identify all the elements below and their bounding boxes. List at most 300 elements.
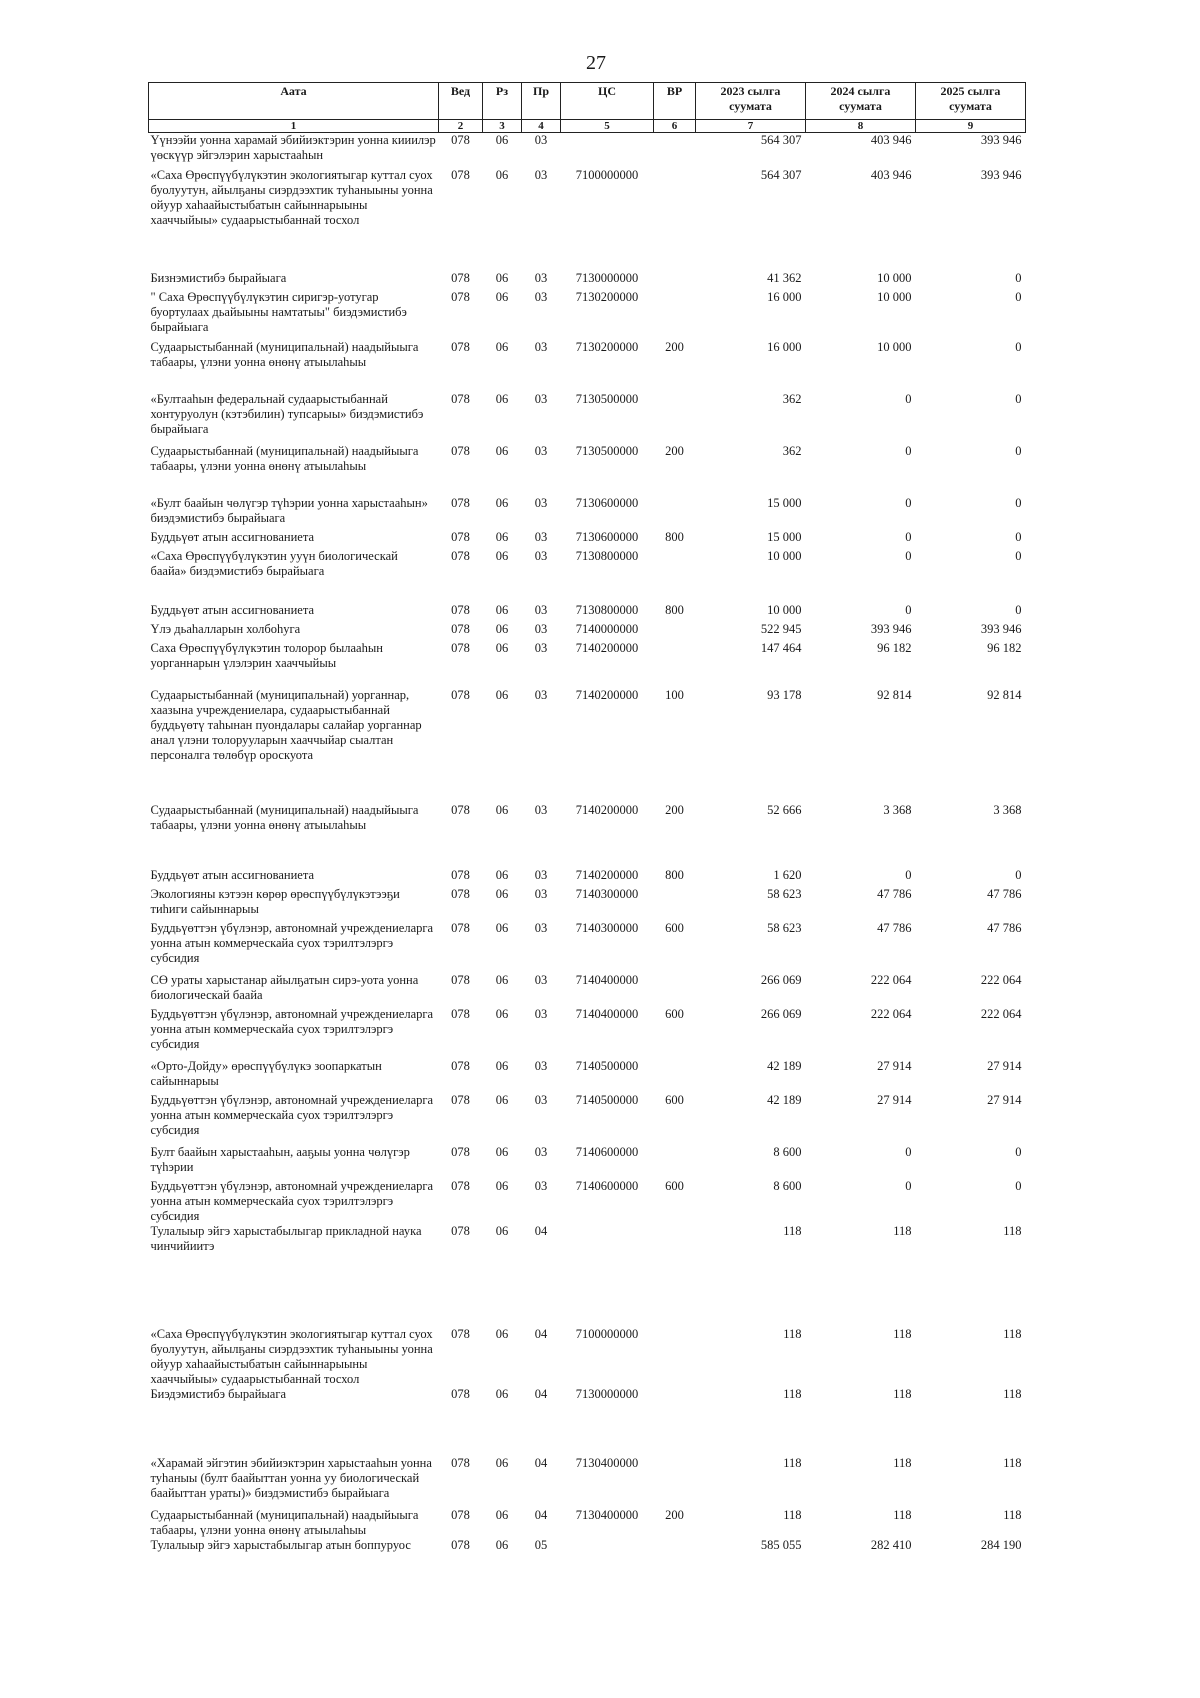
table-row <box>149 549 1026 603</box>
cell-ved: 078 <box>451 867 470 882</box>
cell-y2023: 52 666 <box>767 802 802 817</box>
cell-pr: 03 <box>534 1178 548 1193</box>
cell-pr: 03 <box>534 391 548 406</box>
cell-y2023: 118 <box>783 1455 802 1470</box>
cell-cs: 7130800000 <box>575 602 639 617</box>
column-header-name: Аата <box>149 83 439 120</box>
cell-name: Судаарыстыбаннай (муниципальнай) наадыйыыга табаары, үлэни уонна өнөнү атыылаһыы <box>150 339 419 369</box>
cell-pr: 03 <box>534 529 548 544</box>
cell-pr: 03 <box>534 621 548 636</box>
cell-rz: 06 <box>495 339 509 354</box>
cell-name: Судаарыстыбаннай (муниципальнай) уорганнар, хаазына учреждениелара, судаарыстыбаннай буддьүөтү таһынан пуондалары салайар уорганнар анал үлэни толорууларын хааччыйар сыалтан персоналга төлөбүр ороскуота <box>150 687 422 762</box>
cell-vr <box>654 496 696 530</box>
cell-cs: 7140200000 <box>575 687 639 702</box>
cell-pr: 03 <box>534 1144 548 1159</box>
table-row <box>149 133 1026 168</box>
table-row <box>149 1059 1026 1093</box>
cell-cs: 7130500000 <box>575 443 639 458</box>
cell-name: СӨ ураты харыстанар айылҕатын сирэ-уота уонна биологическай баайа <box>150 972 419 1002</box>
cell-vr <box>654 1456 696 1508</box>
cell-pr: 03 <box>534 289 548 304</box>
table-row <box>149 688 1026 803</box>
cell-vr: 800 <box>665 867 684 882</box>
cell-ved: 078 <box>451 548 470 563</box>
cell-y2025: 0 <box>1015 1144 1022 1159</box>
cell-y2023: 16 000 <box>767 289 802 304</box>
cell-ved: 078 <box>451 972 470 987</box>
cell-vr: 600 <box>665 920 684 935</box>
cell-y2024: 403 946 <box>870 167 912 182</box>
cell-vr <box>654 973 696 1007</box>
cell-pr: 04 <box>534 1326 548 1341</box>
cell-y2025: 92 814 <box>987 687 1022 702</box>
table-row <box>149 168 1026 271</box>
cell-rz: 06 <box>495 495 509 510</box>
cell-vr: 800 <box>665 602 684 617</box>
cell-y2023: 362 <box>782 391 802 406</box>
cell-y2024: 3 368 <box>883 802 912 817</box>
table-row <box>149 803 1026 868</box>
table-row <box>149 1145 1026 1179</box>
cell-rz: 06 <box>495 548 509 563</box>
cell-y2023: 8 600 <box>773 1178 802 1193</box>
cell-vr <box>654 168 696 271</box>
cell-y2024: 0 <box>905 867 912 882</box>
table-row <box>149 622 1026 641</box>
cell-y2024: 118 <box>893 1386 912 1401</box>
cell-pr: 03 <box>534 972 548 987</box>
cell-cs <box>561 1538 654 1558</box>
cell-y2024: 0 <box>905 391 912 406</box>
cell-vr: 200 <box>665 802 684 817</box>
cell-y2025: 222 064 <box>980 1006 1022 1021</box>
cell-rz: 06 <box>495 972 509 987</box>
cell-y2025: 284 190 <box>980 1537 1022 1552</box>
cell-cs <box>561 1224 654 1327</box>
cell-name: Тулалыыр эйгэ харыстабылыгар прикладной наука чинчийиитэ <box>150 1223 422 1253</box>
cell-cs: 7140500000 <box>575 1092 639 1107</box>
cell-name: «Бултааһын федеральнай судаарыстыбаннай хонтуруолун (кэтэбилин) тупсарыы» биэдэмистибэ бырайыага <box>150 391 424 436</box>
cell-cs: 7130000000 <box>575 1386 639 1401</box>
table-row <box>149 603 1026 622</box>
column-number-row <box>149 120 1026 133</box>
cell-y2024: 92 814 <box>877 687 912 702</box>
cell-rz: 06 <box>495 1537 509 1552</box>
cell-rz: 06 <box>495 167 509 182</box>
cell-y2024: 47 786 <box>877 920 912 935</box>
cell-vr <box>654 641 696 688</box>
cell-cs: 7140600000 <box>575 1178 639 1193</box>
cell-name: " Саха Өрөспүүбүлүкэтин сиригэр-уотугар буортулаах дьайыыны намтатыы" биэдэмистибэ бырайыага <box>150 289 407 334</box>
cell-pr: 04 <box>534 1507 548 1522</box>
cell-name: Үлэ дьаһалларын холбоһуга <box>150 621 301 636</box>
cell-cs: 7140400000 <box>575 972 639 987</box>
cell-y2025: 0 <box>1015 391 1022 406</box>
column-number-vr: 6 <box>654 120 696 133</box>
table-row <box>149 921 1026 973</box>
cell-pr: 03 <box>534 867 548 882</box>
cell-ved: 078 <box>451 1092 470 1107</box>
cell-y2024: 0 <box>905 443 912 458</box>
cell-ved: 078 <box>451 602 470 617</box>
table-row <box>149 1456 1026 1508</box>
table-row <box>149 271 1026 290</box>
cell-pr: 03 <box>534 548 548 563</box>
cell-cs: 7130600000 <box>575 495 639 510</box>
table-row <box>149 530 1026 549</box>
cell-y2023: 42 189 <box>767 1092 802 1107</box>
cell-y2024: 118 <box>893 1223 912 1238</box>
cell-name: Бизнэмистибэ бырайыага <box>150 270 287 285</box>
cell-cs: 7140200000 <box>575 802 639 817</box>
cell-vr: 600 <box>665 1092 684 1107</box>
table-row <box>149 1093 1026 1145</box>
column-number-rz: 3 <box>483 120 522 133</box>
cell-y2023: 585 055 <box>760 1537 802 1552</box>
table-body <box>149 133 1026 1558</box>
cell-ved: 078 <box>451 802 470 817</box>
column-header-rz: Рз <box>483 83 522 120</box>
cell-y2023: 522 945 <box>760 621 802 636</box>
table-row <box>149 392 1026 444</box>
cell-pr: 03 <box>534 443 548 458</box>
table-row <box>149 973 1026 1007</box>
cell-y2023: 10 000 <box>767 548 802 563</box>
cell-y2024: 27 914 <box>877 1058 912 1073</box>
cell-y2023: 266 069 <box>760 972 802 987</box>
cell-name: Буддьүөт атын ассигнованиета <box>150 529 315 544</box>
column-header-pr: Пр <box>522 83 561 120</box>
cell-name: «Харамай эйгэтин эбийиэктэрин харыстааһын уонна туһаныы (булт баайыттан уонна уу биологическай баайыттан ураты)» биэдэмистибэ бырайыага <box>150 1455 432 1500</box>
cell-cs: 7140000000 <box>575 621 639 636</box>
cell-cs: 7140600000 <box>575 1144 639 1159</box>
cell-rz: 06 <box>495 920 509 935</box>
cell-ved: 078 <box>451 443 470 458</box>
cell-pr: 03 <box>534 886 548 901</box>
cell-cs: 7130800000 <box>575 548 639 563</box>
cell-y2025: 27 914 <box>987 1058 1022 1073</box>
cell-y2024: 0 <box>905 548 912 563</box>
cell-ved: 078 <box>451 640 470 655</box>
table-row <box>149 290 1026 340</box>
cell-y2025: 118 <box>1003 1507 1022 1522</box>
cell-vr <box>654 1327 696 1387</box>
cell-ved: 078 <box>451 1058 470 1073</box>
cell-ved: 078 <box>451 1178 470 1193</box>
cell-y2025: 0 <box>1015 548 1022 563</box>
cell-pr: 03 <box>534 640 548 655</box>
cell-vr <box>654 1059 696 1093</box>
column-number-name: 1 <box>149 120 439 133</box>
table-row <box>149 444 1026 496</box>
cell-y2024: 118 <box>893 1455 912 1470</box>
table-row <box>149 1508 1026 1538</box>
cell-y2024: 10 000 <box>877 270 912 285</box>
cell-rz: 06 <box>495 1223 509 1238</box>
column-header-cs: ЦС <box>561 83 654 120</box>
cell-y2023: 564 307 <box>760 167 802 182</box>
cell-rz: 06 <box>495 1455 509 1470</box>
cell-vr: 200 <box>665 1507 684 1522</box>
cell-name: «Саха Өрөспүүбүлүкэтин экологиятыгар куттал суох буолуутун, айылҕаны сиэрдээхтик туһаныыны уонна ойуур хаһаайыстыбатын сайыннарыыны хааччыйыы» судаарыстыбаннай тосхол <box>150 1326 433 1386</box>
cell-y2024: 118 <box>893 1507 912 1522</box>
table-row <box>149 1179 1026 1224</box>
cell-cs: 7140500000 <box>575 1058 639 1073</box>
cell-rz: 06 <box>495 1178 509 1193</box>
cell-name: Буддьүөттэн үбүлэнэр, автономнай учреждениеларга уонна атын коммерческайа суох тэрилтэлэргэ субсидия <box>150 920 434 965</box>
cell-pr: 03 <box>534 602 548 617</box>
cell-vr <box>654 1387 696 1456</box>
cell-pr: 03 <box>534 687 548 702</box>
cell-ved: 078 <box>451 289 470 304</box>
cell-vr: 200 <box>665 339 684 354</box>
cell-y2025: 3 368 <box>993 802 1022 817</box>
cell-rz: 06 <box>495 1507 509 1522</box>
cell-cs <box>561 133 654 168</box>
cell-y2025: 118 <box>1003 1455 1022 1470</box>
cell-rz: 06 <box>495 886 509 901</box>
cell-vr <box>654 1538 696 1558</box>
cell-rz: 06 <box>495 802 509 817</box>
cell-cs: 7140200000 <box>575 867 639 882</box>
cell-ved: 078 <box>451 920 470 935</box>
table-row <box>149 868 1026 887</box>
cell-ved: 078 <box>451 167 470 182</box>
cell-y2023: 147 464 <box>760 640 802 655</box>
cell-name: Буддьүөт атын ассигнованиета <box>150 602 315 617</box>
cell-name: Судаарыстыбаннай (муниципальнай) наадыйыыга табаары, үлэни уонна өнөнү атыылаһыы <box>150 1507 419 1537</box>
cell-rz: 06 <box>495 621 509 636</box>
cell-vr: 600 <box>665 1006 684 1021</box>
cell-y2023: 118 <box>783 1326 802 1341</box>
cell-y2024: 0 <box>905 529 912 544</box>
column-header-y2023: 2023 сылга суумата <box>696 83 806 120</box>
cell-y2025: 118 <box>1003 1223 1022 1238</box>
cell-vr <box>654 887 696 921</box>
cell-rz: 06 <box>495 1386 509 1401</box>
cell-y2024: 0 <box>905 1144 912 1159</box>
cell-rz: 06 <box>495 867 509 882</box>
column-header-y2025: 2025 сылга суумата <box>916 83 1026 120</box>
table-row <box>149 1387 1026 1456</box>
cell-name: Саха Өрөспүүбүлүкэтин толорор былааһын уорганнарын үлэлэрин хааччыйыы <box>150 640 383 670</box>
table-row <box>149 1327 1026 1387</box>
cell-y2024: 222 064 <box>870 1006 912 1021</box>
cell-vr: 200 <box>665 443 684 458</box>
cell-y2025: 118 <box>1003 1326 1022 1341</box>
cell-vr <box>654 392 696 444</box>
cell-cs: 7130400000 <box>575 1507 639 1522</box>
cell-name: Биэдэмистибэ бырайыага <box>150 1386 287 1401</box>
cell-pr: 03 <box>534 1006 548 1021</box>
cell-rz: 06 <box>495 289 509 304</box>
cell-pr: 03 <box>534 270 548 285</box>
cell-y2024: 47 786 <box>877 886 912 901</box>
cell-pr: 03 <box>534 133 548 147</box>
cell-y2023: 362 <box>782 443 802 458</box>
cell-ved: 078 <box>451 270 470 285</box>
cell-y2023: 118 <box>783 1223 802 1238</box>
cell-y2025: 0 <box>1015 529 1022 544</box>
cell-y2024: 10 000 <box>877 289 912 304</box>
cell-y2024: 282 410 <box>870 1537 912 1552</box>
cell-pr: 04 <box>534 1223 548 1238</box>
cell-y2023: 118 <box>783 1386 802 1401</box>
cell-name: Үүнээйи уонна харамай эбийиэктэрин уонна кииилэр үөскүүр эйгэлэрин харыстааһын <box>150 133 436 162</box>
cell-vr <box>654 1224 696 1327</box>
cell-pr: 04 <box>534 1455 548 1470</box>
cell-ved: 078 <box>451 1326 470 1341</box>
cell-rz: 06 <box>495 1326 509 1341</box>
column-number-y2024: 8 <box>806 120 916 133</box>
cell-y2025: 47 786 <box>987 886 1022 901</box>
cell-y2023: 93 178 <box>767 687 802 702</box>
cell-cs: 7100000000 <box>575 167 639 182</box>
cell-y2024: 222 064 <box>870 972 912 987</box>
cell-cs: 7140300000 <box>575 920 639 935</box>
cell-ved: 078 <box>451 1386 470 1401</box>
column-header-vr: ВР <box>654 83 696 120</box>
table-row <box>149 1538 1026 1558</box>
cell-rz: 06 <box>495 687 509 702</box>
cell-y2023: 42 189 <box>767 1058 802 1073</box>
cell-y2025: 393 946 <box>980 621 1022 636</box>
cell-pr: 04 <box>534 1386 548 1401</box>
cell-vr: 100 <box>665 687 684 702</box>
column-number-pr: 4 <box>522 120 561 133</box>
cell-y2025: 0 <box>1015 867 1022 882</box>
cell-pr: 03 <box>534 1058 548 1073</box>
cell-y2025: 0 <box>1015 270 1022 285</box>
table-row <box>149 641 1026 688</box>
cell-ved: 078 <box>451 1223 470 1238</box>
column-number-y2025: 9 <box>916 120 1026 133</box>
cell-y2023: 8 600 <box>773 1144 802 1159</box>
cell-cs: 7130500000 <box>575 391 639 406</box>
cell-ved: 078 <box>451 621 470 636</box>
table-row <box>149 1007 1026 1059</box>
cell-ved: 078 <box>451 495 470 510</box>
page-number: 27 <box>586 52 606 74</box>
table-row <box>149 496 1026 530</box>
cell-y2023: 58 623 <box>767 920 802 935</box>
cell-ved: 078 <box>451 886 470 901</box>
cell-name: «Саха Өрөспүүбүлүкэтин экологиятыгар куттал суох буолуутун, айылҕаны сиэрдээхтик туһаныыны уонна ойуур хаһаайыстыбатын сайыннарыыны хааччыйыы» судаарыстыбаннай тосхол <box>150 167 433 227</box>
cell-y2025: 47 786 <box>987 920 1022 935</box>
cell-pr: 03 <box>534 339 548 354</box>
cell-y2023: 58 623 <box>767 886 802 901</box>
cell-y2024: 0 <box>905 602 912 617</box>
cell-pr: 05 <box>534 1537 548 1552</box>
cell-ved: 078 <box>451 391 470 406</box>
cell-y2024: 403 946 <box>870 133 912 147</box>
cell-rz: 06 <box>495 1058 509 1073</box>
cell-vr: 800 <box>665 529 684 544</box>
cell-cs: 7130600000 <box>575 529 639 544</box>
cell-rz: 06 <box>495 133 509 147</box>
cell-y2024: 0 <box>905 1178 912 1193</box>
cell-vr <box>654 290 696 340</box>
cell-name: Буддьүөт атын ассигнованиета <box>150 867 315 882</box>
cell-cs: 7130200000 <box>575 339 639 354</box>
cell-vr: 600 <box>665 1178 684 1193</box>
cell-y2024: 10 000 <box>877 339 912 354</box>
column-number-cs: 5 <box>561 120 654 133</box>
cell-y2023: 16 000 <box>767 339 802 354</box>
cell-rz: 06 <box>495 1144 509 1159</box>
header-row <box>149 83 1026 120</box>
cell-name: «Булт баайын чөлүгэр түһэрии уонна харыстааһын» биэдэмистибэ бырайыага <box>150 495 428 525</box>
cell-y2025: 0 <box>1015 289 1022 304</box>
cell-y2025: 0 <box>1015 443 1022 458</box>
cell-ved: 078 <box>451 1537 470 1552</box>
cell-y2023: 564 307 <box>760 133 802 147</box>
cell-vr <box>654 133 696 168</box>
cell-ved: 078 <box>451 339 470 354</box>
cell-pr: 03 <box>534 1092 548 1107</box>
table-row <box>149 887 1026 921</box>
column-header-ved: Вед <box>439 83 483 120</box>
cell-cs: 7140300000 <box>575 886 639 901</box>
cell-vr <box>654 622 696 641</box>
cell-ved: 078 <box>451 1455 470 1470</box>
cell-cs: 7130200000 <box>575 289 639 304</box>
cell-y2025: 118 <box>1003 1386 1022 1401</box>
cell-y2024: 96 182 <box>877 640 912 655</box>
cell-name: Буддьүөттэн үбүлэнэр, автономнай учреждениеларга уонна атын коммерческайа суох тэрилтэлэргэ субсидия <box>150 1006 434 1051</box>
cell-vr <box>654 271 696 290</box>
budget-table <box>148 82 1026 1558</box>
cell-rz: 06 <box>495 443 509 458</box>
cell-ved: 078 <box>451 1507 470 1522</box>
cell-y2024: 0 <box>905 495 912 510</box>
cell-name: Булт баайын харыстааһын, ааҕыы уонна чөлүгэр түһэрии <box>150 1144 410 1174</box>
cell-y2024: 118 <box>893 1326 912 1341</box>
cell-rz: 06 <box>495 602 509 617</box>
cell-y2023: 1 620 <box>773 867 802 882</box>
cell-ved: 078 <box>451 687 470 702</box>
cell-vr <box>654 549 696 603</box>
cell-y2025: 393 946 <box>980 133 1022 147</box>
cell-rz: 06 <box>495 529 509 544</box>
cell-cs: 7130000000 <box>575 270 639 285</box>
cell-y2025: 27 914 <box>987 1092 1022 1107</box>
column-number-ved: 2 <box>439 120 483 133</box>
cell-name: Судаарыстыбаннай (муниципальнай) наадыйыыга табаары, үлэни уонна өнөнү атыылаһыы <box>150 443 419 473</box>
cell-vr <box>654 1145 696 1179</box>
cell-y2025: 96 182 <box>987 640 1022 655</box>
cell-y2025: 0 <box>1015 339 1022 354</box>
cell-y2025: 0 <box>1015 602 1022 617</box>
cell-y2023: 41 362 <box>767 270 802 285</box>
cell-rz: 06 <box>495 270 509 285</box>
cell-name: Тулалыыр эйгэ харыстабылыгар атын боппуруос <box>150 1537 411 1552</box>
cell-pr: 03 <box>534 802 548 817</box>
column-header-y2024: 2024 сылга суумата <box>806 83 916 120</box>
cell-y2024: 393 946 <box>870 621 912 636</box>
cell-y2025: 222 064 <box>980 972 1022 987</box>
cell-y2025: 0 <box>1015 495 1022 510</box>
cell-y2023: 15 000 <box>767 495 802 510</box>
table-row <box>149 340 1026 392</box>
cell-pr: 03 <box>534 920 548 935</box>
cell-name: Экологияны кэтээн көрөр өрөспүүбүлүкэтээҕи тиһиги сайыннарыы <box>150 886 400 916</box>
cell-cs: 7100000000 <box>575 1326 639 1341</box>
cell-ved: 078 <box>451 529 470 544</box>
cell-y2023: 10 000 <box>767 602 802 617</box>
cell-y2025: 0 <box>1015 1178 1022 1193</box>
table-row <box>149 1224 1026 1327</box>
